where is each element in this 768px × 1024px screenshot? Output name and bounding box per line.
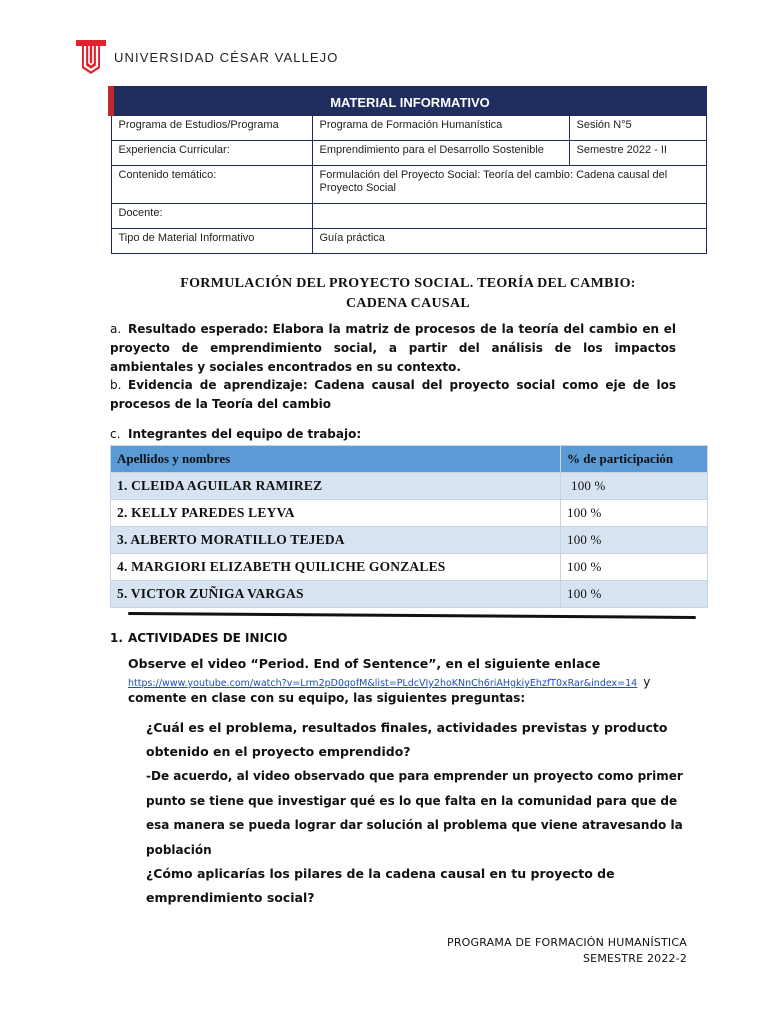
member-pct: 100 % [561, 554, 708, 581]
info-label: Programa de Estudios/Programa [111, 116, 312, 141]
observe-instruction: Observe el video “Period. End of Sentence”, en el siguiente enlace [128, 656, 601, 671]
video-link[interactable]: https://www.youtube.com/watch?v=Lrm2pD0qofM&list=PLdcVIy2hoKNnCh6riAHgkiyEhzfT0xRar&index=14 [128, 678, 638, 689]
item-text: Cadena causal del proyecto social como eje de los procesos de la Teoría del cambio [110, 378, 676, 411]
member-pct: 100 % [561, 581, 708, 608]
info-extra: Sesión N°5 [569, 116, 707, 141]
info-value: Formulación del Proyecto Social: Teoría del cambio: Cadena causal del Proyecto Social [312, 166, 707, 204]
comment-instruction: comente en clase con su equipo, las siguientes preguntas: [128, 691, 526, 705]
info-value: Programa de Formación Humanística [312, 116, 569, 141]
document-title [108, 274, 708, 314]
table-row [111, 581, 708, 608]
table-row [111, 527, 708, 554]
member-pct: 100 % [561, 473, 708, 500]
info-value: Guía práctica [312, 229, 707, 254]
member-name: 2. KELLY PAREDES LEYVA [111, 500, 561, 527]
question-2: ¿Cómo aplicarías los pilares de la cadena causal en tu proyecto de emprendimiento social? [146, 866, 615, 905]
link-suffix: y [643, 675, 651, 689]
item-label: Integrantes del equipo de trabajo: [128, 427, 362, 441]
title-line-1: FORMULACIÓN DEL PROYECTO SOCIAL. TEORÍA DEL CAMBIO: [180, 276, 636, 291]
footer-program: PROGRAMA DE FORMACIÓN HUMANÍSTICA [447, 936, 687, 949]
footer-semester: SEMESTRE 2022-2 [583, 952, 688, 965]
item-expected-result [110, 320, 676, 377]
title-line-2: CADENA CAUSAL [345, 296, 471, 311]
info-label: Contenido temático: [111, 166, 312, 204]
member-pct: 100 % [561, 500, 708, 527]
answer-1: -De acuerdo, al video observado que para emprender un proyecto como primer punto se tiene que investigar qué es lo que falta en la comunidad para que de esa manera se pueda lograr dar solución al problema que viene atravesando la población [146, 769, 683, 857]
member-name: 5. VICTOR ZUÑIGA VARGAS [111, 581, 561, 608]
table-row [111, 554, 708, 581]
item-marker: a. [110, 322, 122, 336]
info-extra: Semestre 2022 - II [569, 141, 707, 166]
question-1: ¿Cuál es el problema, resultados finales, actividades previstas y producto obtenido en el proyecto emprendido? [146, 720, 668, 759]
info-table-title: MATERIAL INFORMATIVO [111, 87, 707, 116]
item-team-members [110, 426, 676, 442]
video-link-line [128, 675, 650, 689]
section-title-text: ACTIVIDADES DE INICIO [128, 631, 288, 645]
member-name: 4. MARGIORI ELIZABETH QUILICHE GONZALES [111, 554, 561, 581]
separator-line [128, 612, 696, 619]
university-name: UNIVERSIDAD CÉSAR VALLEJO [114, 50, 339, 65]
item-marker: c. [110, 427, 121, 441]
info-label: Tipo de Material Informativo [111, 229, 312, 254]
item-marker: b. [110, 378, 122, 392]
university-logo-icon [76, 40, 106, 74]
team-header-pct: % de participación [561, 446, 708, 473]
material-info-table [108, 86, 707, 254]
team-header-name: Apellidos y nombres [111, 446, 561, 473]
item-text: Elabora la matriz de procesos de la teoría del cambio en el proyecto de emprendimiento social, a partir del análisis de los impactos ambientales y sociales encontrados en su contexto. [110, 322, 676, 374]
info-value [312, 204, 707, 229]
team-table [110, 445, 708, 608]
table-row [111, 473, 708, 500]
item-label: Evidencia de aprendizaje: [128, 378, 308, 392]
info-value: Emprendimiento para el Desarrollo Sostenible [312, 141, 569, 166]
info-label: Docente: [111, 204, 312, 229]
section-title [110, 631, 288, 645]
item-label: Resultado esperado: [128, 322, 269, 336]
member-name: 3. ALBERTO MORATILLO TEJEDA [111, 527, 561, 554]
section-number: 1. [110, 631, 123, 645]
table-row [111, 500, 708, 527]
member-name: 1. CLEIDA AGUILAR RAMIREZ [111, 473, 561, 500]
member-pct: 100 % [561, 527, 708, 554]
item-learning-evidence [110, 376, 676, 414]
info-label: Experiencia Curricular: [111, 141, 312, 166]
